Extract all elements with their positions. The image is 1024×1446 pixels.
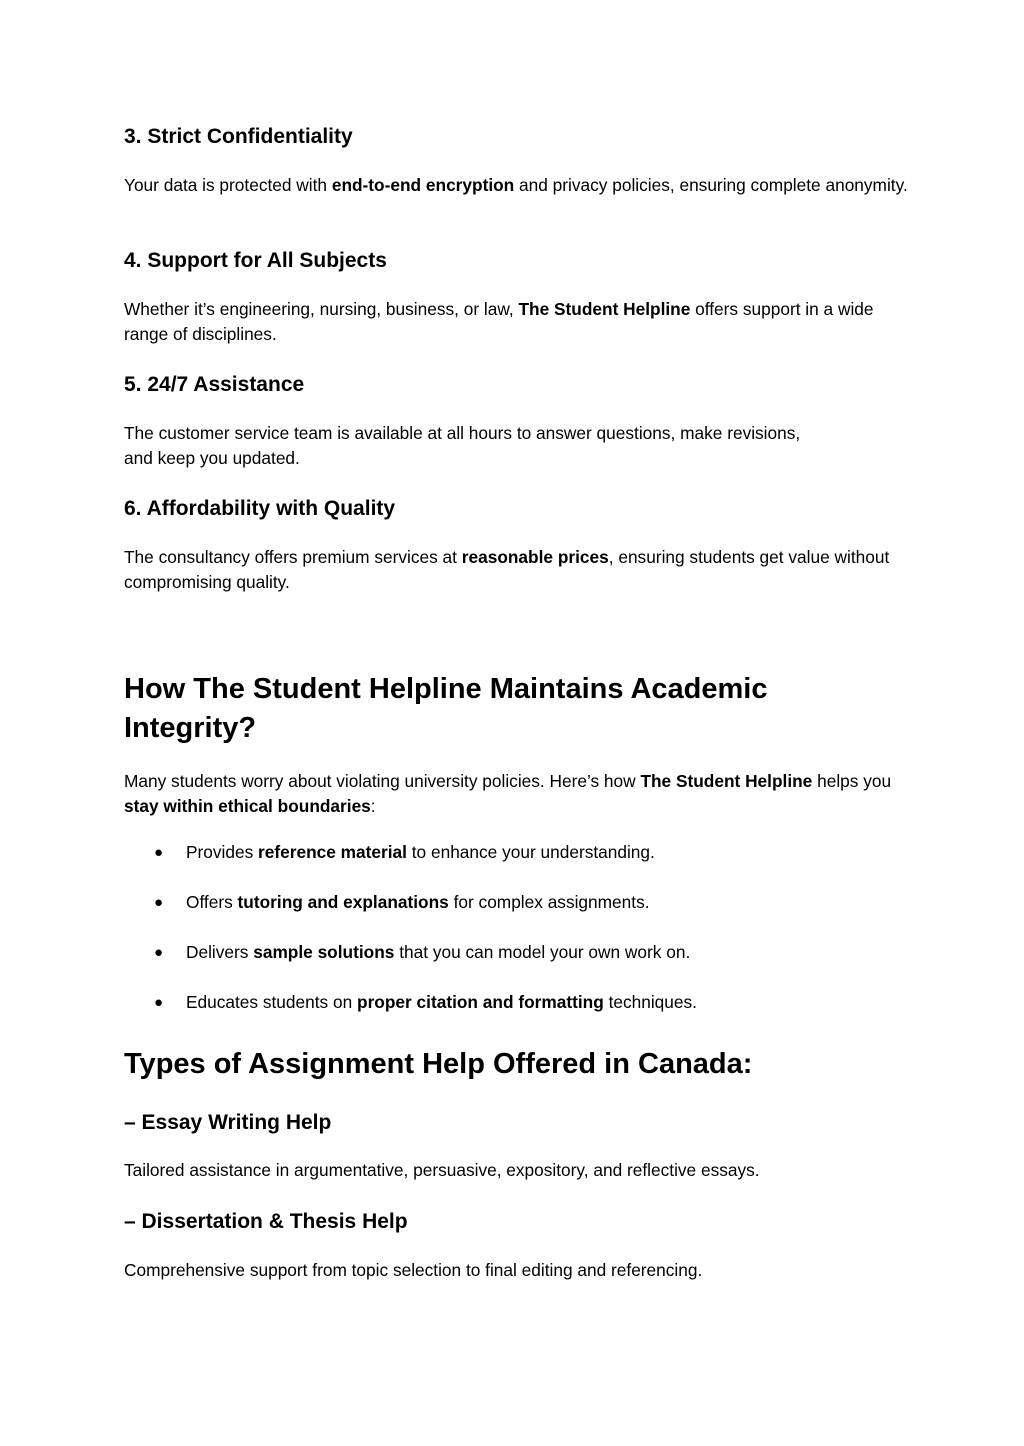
- heading-essay-writing-help: – Essay Writing Help: [124, 1111, 332, 1134]
- text-run: Educates students on: [186, 992, 358, 1012]
- bold-text-run: reasonable prices: [461, 547, 609, 567]
- paragraph-24-7-assistance: [124, 421, 914, 471]
- heading-academic-integrity: [124, 670, 767, 748]
- text-run: techniques.: [603, 992, 697, 1012]
- text-run: helps you: [812, 771, 892, 791]
- list-item-text: [186, 890, 650, 915]
- bullet-icon: ●: [154, 994, 164, 1011]
- bold-text-run: sample solutions: [253, 942, 395, 962]
- text-run: , ensuring students get value without compromising quality.: [124, 547, 890, 592]
- text-run: to enhance your understanding.: [406, 842, 655, 862]
- bold-text-run: The Student Helpline: [518, 299, 691, 319]
- bold-text-run: reference material: [258, 842, 407, 862]
- text-run: :: [370, 796, 376, 816]
- bold-text-run: The Student Helpline: [640, 771, 813, 791]
- text-line: and keep you updated.: [124, 448, 300, 468]
- list-item-text: [186, 840, 655, 865]
- list-item-text: [186, 990, 697, 1015]
- bold-text-run: tutoring and explanations: [237, 892, 449, 912]
- text-run: Delivers: [186, 942, 254, 962]
- paragraph-support-all-subjects: [124, 297, 914, 347]
- bullet-icon: ●: [154, 944, 164, 961]
- heading-assignment-help-types: Types of Assignment Help Offered in Canada:: [124, 1048, 753, 1080]
- heading-line: How The Student Helpline Maintains Academic: [124, 673, 768, 705]
- text-run: for complex assignments.: [448, 892, 650, 912]
- paragraph-confidentiality: [124, 173, 914, 198]
- list-item-text: [186, 940, 690, 965]
- paragraph-integrity-intro: [124, 769, 914, 819]
- text-run: that you can model your own work on.: [394, 942, 691, 962]
- bold-text-run: proper citation and formatting: [357, 992, 604, 1012]
- bold-text-run: stay within ethical boundaries: [124, 796, 371, 816]
- text-run: and privacy policies, ensuring complete anonymity.: [514, 175, 908, 195]
- heading-strict-confidentiality: 3. Strict Confidentiality: [124, 125, 353, 148]
- text-run: Whether it’s engineering, nursing, business, or law,: [124, 299, 519, 319]
- text-run: Many students worry about violating university policies. Here’s how: [124, 771, 641, 791]
- heading-line: Integrity?: [124, 712, 257, 744]
- bold-text-run: end-to-end encryption: [331, 175, 515, 195]
- text-run: Provides: [186, 842, 259, 862]
- heading-dissertation-thesis-help: – Dissertation & Thesis Help: [124, 1210, 408, 1233]
- paragraph-essay-writing-help: Tailored assistance in argumentative, persuasive, expository, and reflective essays.: [124, 1160, 760, 1180]
- text-line: The customer service team is available at all hours to answer questions, make revisions,: [124, 423, 801, 443]
- bullet-icon: ●: [154, 894, 164, 911]
- paragraph-affordability: [124, 545, 914, 595]
- text-run: Offers: [186, 892, 238, 912]
- paragraph-dissertation-thesis-help: Comprehensive support from topic selection to final editing and referencing.: [124, 1260, 703, 1280]
- text-run: The consultancy offers premium services at: [124, 547, 462, 567]
- bullet-icon: ●: [154, 844, 164, 861]
- text-run: Your data is protected with: [124, 175, 332, 195]
- heading-support-all-subjects: 4. Support for All Subjects: [124, 249, 387, 272]
- text-run: offers support in a wide range of disciplines.: [124, 299, 874, 344]
- heading-affordability: 6. Affordability with Quality: [124, 497, 396, 520]
- heading-24-7-assistance: 5. 24/7 Assistance: [124, 373, 305, 396]
